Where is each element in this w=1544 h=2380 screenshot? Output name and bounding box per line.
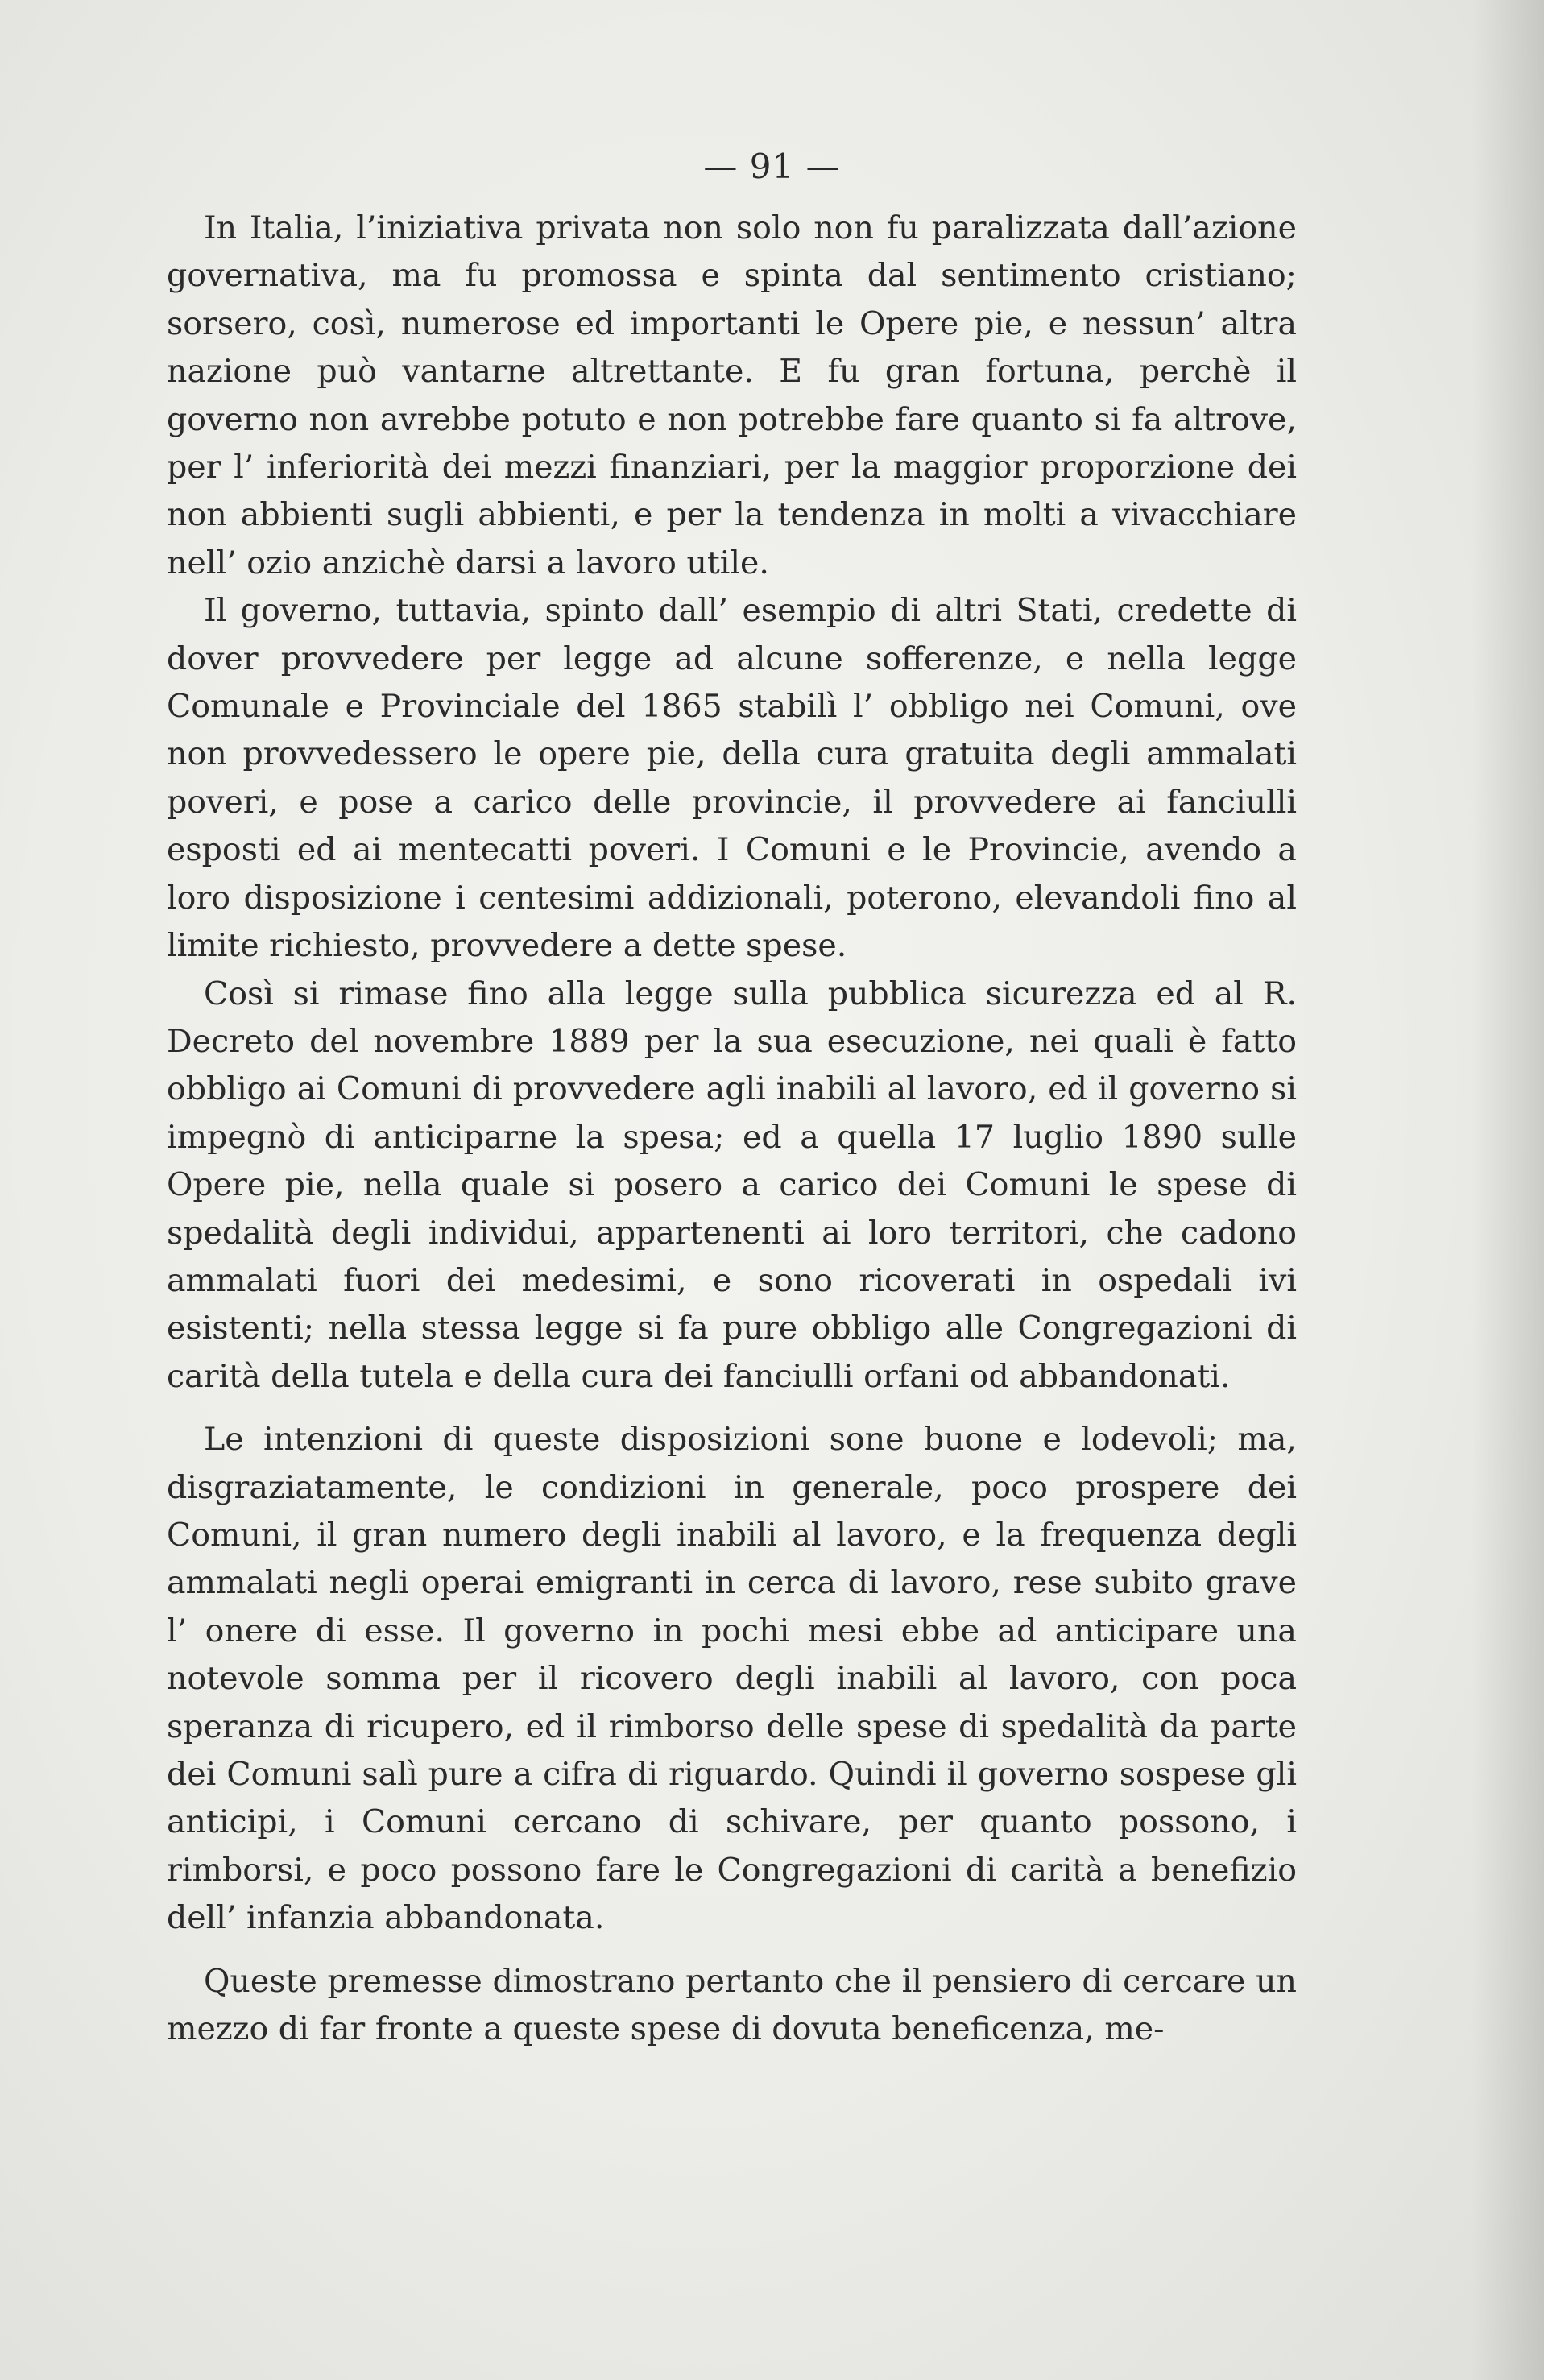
body-text [167,205,1297,2053]
paragraph-premesse: Queste premesse dimostrano pertanto che il pensiero di cercare un mezzo di far fronte a queste spese di dovuta beneficenza, me- [167,1962,1297,2048]
page-number: — 91 — [703,147,841,186]
paragraph-iniziativa-privata: In Italia, l’iniziativa privata non solo non fu paralizzata dall’azione governativa, ma fu promossa e spinta dal sentimento cristiano; sorsero, così, numerose ed importanti le Opere pie, e nessun’ altra nazione può vantarne altrettante. E fu gran fortuna, perchè il governo non avrebbe potuto e non potrebbe fare quanto si fa altrove, per l’ inferiorità dei mezzi finanziari, per la maggior proporzione dei non abbienti sugli abbienti, e per la tendenza in molti a vivacchiare nell’ ozio anzichè darsi a lavoro utile. [167,209,1297,582]
paragraph-intenzioni-disposizioni: Le intenzioni di queste disposizioni sone buone e lodevoli; ma, disgraziatamente, le condizioni in generale, poco prospere dei Comuni, il gran numero degli inabili al lavoro, e la frequenza degli ammalati negli operai emigranti in cerca di lavoro, rese subito grave l’ onere di esse. Il governo in pochi mesi ebbe ad anticipare una notevole somma per il ricovero degli inabili al lavoro, con poca speranza di ricupero, ed il rimborso delle spese di spedalità da parte dei Comuni salì pure a cifra di riguardo. Quindi il governo sospese gli anticipi, i Comuni cercano di schivare, per quanto possono, i rimborsi, e poco possono fare le Congregazioni di carità a benefizio dell’ infanzia abbandonata. [167,1421,1297,1937]
paragraph-governo-legge-1865: Il governo, tuttavia, spinto dall’ esempio di altri Stati, credette di dover provvedere per legge ad alcune sofferenze, e nella legge Comunale e Provinciale del 1865 stabilì l’ obbligo nei Comuni, ove non provvedessero le opere pie, della cura gratuita degli ammalati poveri, e pose a carico delle provincie, il provvedere ai fanciulli esposti ed ai mentecatti poveri. I Comuni e le Provincie, avendo a loro disposizione i centesimi addizionali, poterono, elevandoli fino al limite richiesto, provvedere a dette spese. [167,592,1297,965]
paragraph-legge-pubblica-sicurezza: Così si rimase fino alla legge sulla pubblica sicurezza ed al R. Decreto del novembre 1889 per la sua esecuzione, nei quali è fatto obbligo ai Comuni di provvedere agli inabili al lavoro, ed il governo si impegnò di anticiparne la spesa; ed a quella 17 luglio 1890 sulle Opere pie, nella quale si posero a carico dei Comuni le spese di spedalità degli individui, appartenenti ai loro territori, che cadono ammalati fuori dei medesimi, e sono ricoverati in ospedali ivi esistenti; nella stessa legge si fa pure obbligo alle Congregazioni di carità della tutela e della cura dei fanciulli orfani od abbandonati. [167,975,1297,1395]
